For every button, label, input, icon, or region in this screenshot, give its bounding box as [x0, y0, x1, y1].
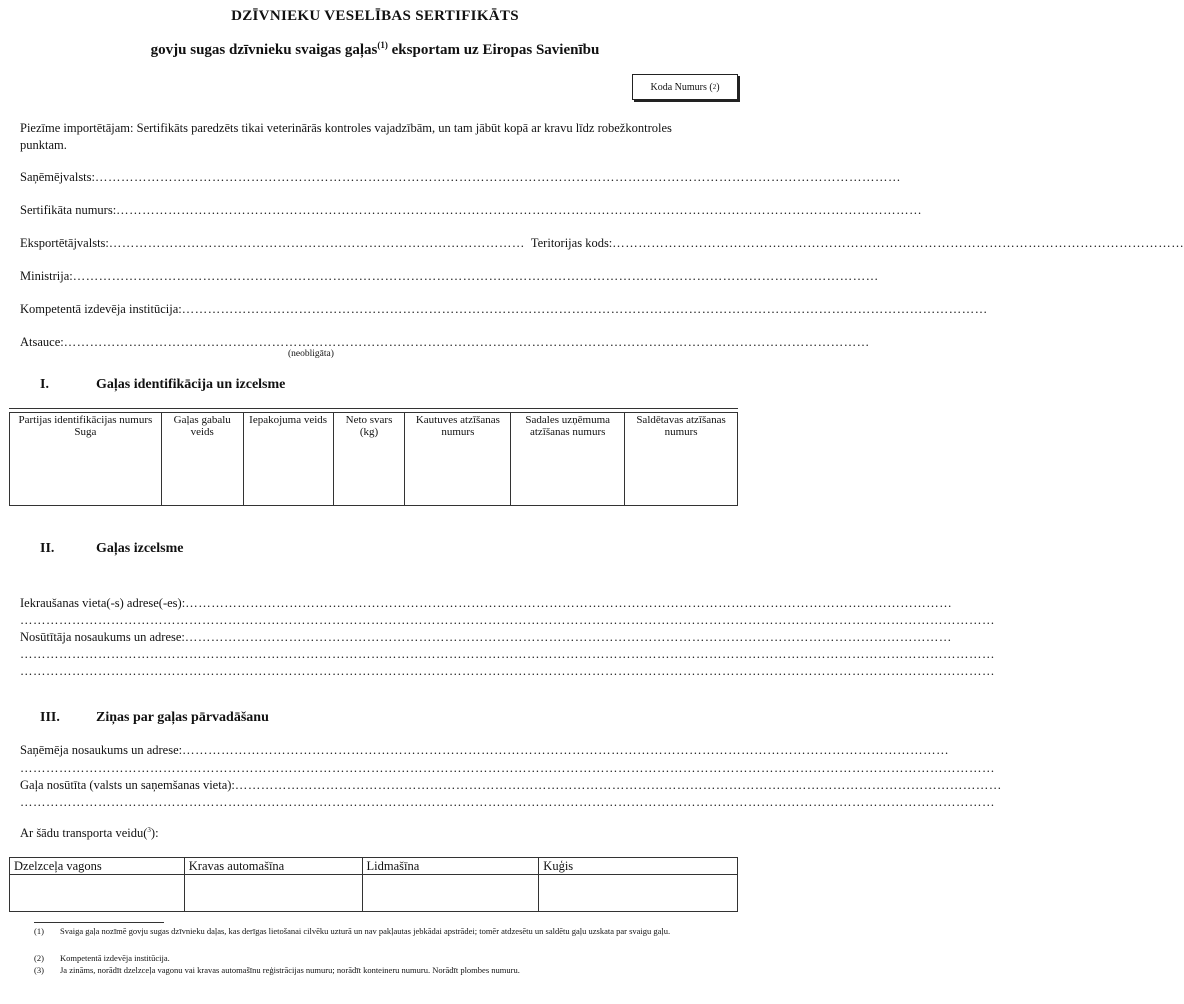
dotted-line[interactable]: ……………………………………………………………………………………………………………………………………………………………………………………………………… — [20, 761, 995, 775]
table-cell[interactable] — [184, 875, 362, 912]
certificate-number-field[interactable]: Sertifikāta numurs: …………………………………………………………………………………………………………………………………………………………………… — [20, 203, 923, 217]
importer-note: Piezīme importētājam: Sertifikāts paredzēts tikai veterinārās kontroles vajadzībām, un tam jābūt kopā ar kravu līdz robežkontroles punktam. — [20, 121, 672, 152]
table-cell[interactable] — [362, 875, 539, 912]
section-3-heading: III. Ziņas par gaļas pārvadāšanu — [40, 710, 269, 725]
table-cell[interactable] — [539, 875, 738, 912]
column-header: Saldētavas atzīšanas numurs — [625, 413, 738, 470]
table-cell[interactable] — [405, 469, 511, 506]
section-1-rule — [9, 408, 738, 409]
table-cell[interactable] — [243, 469, 333, 506]
table-cell[interactable] — [511, 469, 625, 506]
territory-code-label: Teritorijas kods: — [530, 236, 613, 250]
column-header: Iepakojuma veids — [243, 413, 333, 470]
destination-field[interactable]: Gaļa nosūtīta (valsts un saņemšanas vieta): …………………………………………………………………………………………………………………………………………………………… — [20, 778, 1002, 792]
table-cell[interactable] — [333, 469, 405, 506]
ministry-field[interactable]: Ministrija: …………………………………………………………………………………………………………………………………………………………………… — [20, 269, 879, 283]
table-cell[interactable] — [625, 469, 738, 506]
transport-table — [9, 857, 738, 912]
transport-header-rail: Dzelzceļa vagons — [10, 858, 185, 875]
table-row — [10, 875, 738, 912]
dotted-line[interactable]: ……………………………………………………………………………………………………………………………………………………………………………………………………… — [20, 613, 995, 627]
footnote-3: (3) Ja zināms, norādīt dzelzceļa vagonu vai kravas automašīnu reģistrācijas numuru; norādīt konteineru numuru. Norādīt plombes numuru. — [34, 965, 520, 975]
column-header: Neto svars (kg) — [333, 413, 405, 470]
recipient-country-field[interactable]: Saņēmējvalsts: …………………………………………………………………………………………………………………………………………………………………… — [20, 170, 901, 184]
footnote-1: (1) Svaiga gaļa nozīmē govju sugas dzīvnieku daļas, kas derīgas lietošanai cilvēku uzturā un nav pakļautas jebkādai apstrādei; tomēr atdzesētu un saldētu gaļu uzskata par svaigu gaļu. — [34, 926, 671, 936]
dotted-line[interactable]: ……………………………………………………………………………………………………………………………………………………………………………………………………… — [20, 664, 995, 678]
loading-place-field[interactable]: Iekraušanas vieta(-s) adrese(-es): …………………………………………………………………………………………………………………………………………………………… — [20, 596, 953, 610]
dotted-line[interactable]: ……………………………………………………………………………………………………………………………………………………………………………………………………… — [20, 795, 995, 809]
transport-header-truck: Kravas automašīna — [184, 858, 362, 875]
table-cell[interactable] — [161, 469, 243, 506]
recipient-field[interactable]: Saņēmēja nosaukums un adrese: …………………………………………………………………………………………………………………………………………………………… — [20, 743, 950, 757]
certificate-subtitle: govju sugas dzīvnieku svaigas gaļas$^{(1)}$ eksportam uz Eiropas Savienību — [150, 40, 600, 58]
optional-note: (neobligāta) — [288, 349, 334, 359]
code-number-box[interactable]: Koda Numurs ( 2 ) — [632, 74, 738, 100]
meat-identification-table — [9, 412, 738, 506]
transport-header-plane: Lidmašīna — [362, 858, 539, 875]
transport-header-ship: Kuģis — [539, 858, 738, 875]
certificate-title: DZĪVNIEKU VESELĪBAS SERTIFIKĀTS — [231, 8, 519, 24]
table-cell[interactable] — [10, 469, 162, 506]
column-header: Kautuves atzīšanas numurs — [405, 413, 511, 470]
sender-field[interactable]: Nosūtītāja nosaukums un adrese: …………………………………………………………………………………………………………………………………………………………… — [20, 630, 952, 644]
table-row — [10, 469, 738, 506]
column-header: Gaļas gabalu veids — [161, 413, 243, 470]
table-cell[interactable] — [10, 875, 185, 912]
column-header: Partijas identifikācijas numurs Suga — [10, 413, 162, 470]
reference-field[interactable]: Atsauce: …………………………………………………………………………………………………………………………………………………………………… — [20, 335, 870, 349]
column-header: Sadales uzņēmuma atzīšanas numurs — [511, 413, 625, 470]
section-1-heading: I. Gaļas identifikācija un izcelsme — [40, 377, 286, 392]
authority-field[interactable]: Kompetentā izdevēja institūcija: …………………………………………………………………………………………………………………………………………………………………… — [20, 302, 988, 316]
section-2-heading: II. Gaļas izcelsme — [40, 541, 184, 556]
exporter-country-field[interactable]: Eksportētājvalsts: …………………………………………………………………………………… Teritorijas kods: …………………………………………………………………………………………………………………… — [20, 236, 1184, 250]
footnote-rule — [34, 922, 164, 923]
transport-mode-label: Ar šādu transporta veidu($^3$): — [20, 826, 159, 841]
footnote-2: (2) Kompetentā izdevēja institūcija. — [34, 953, 170, 963]
dotted-line[interactable]: ……………………………………………………………………………………………………………………………………………………………………………………………………… — [20, 647, 995, 661]
